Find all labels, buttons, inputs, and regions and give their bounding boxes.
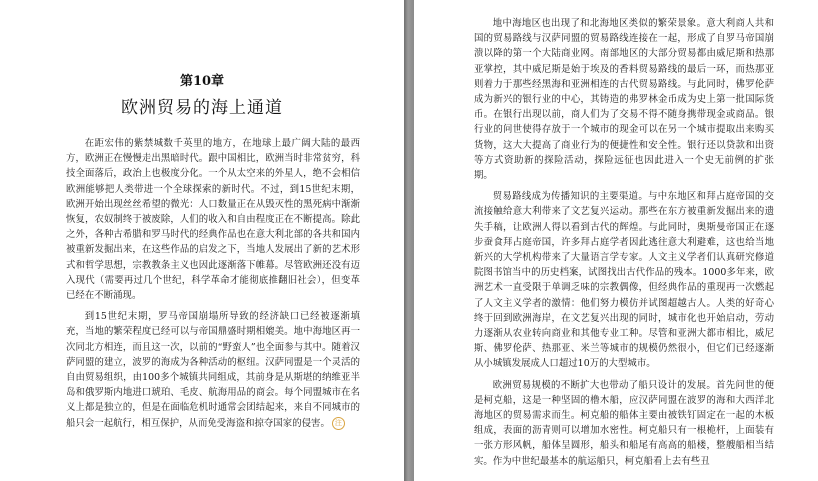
- footnote-marker[interactable]: 注: [332, 417, 345, 430]
- paragraph: 在距宏伟的紫禁城数千英里的地方，在地球上最广阔大陆的最西方，欧洲正在慢慢走出黑暗时代。跟中国相比，欧洲当时非常贫穷，科技全面落后，政治上也极度分化。一个从太空来的外星人，绝不会相信欧洲能够把人类带进一个全球探索的新时代。不过，到15世纪末期，欧洲开始出现丝丝希望的微光：人口数量正在从毁灭性的黑死病中渐渐恢复，农奴制终于被废除，人们的收入和自由程度正在不断提高。除此之外，各种古希腊和罗马时代的经典作品也在意大利北部的各共和国内被重新发掘出来，在这些作品的启发之下，当地人发展出了新的艺术形式和哲学思想，宗教教条主义也因此逐渐落下帷幕。尽管欧洲还没有迈入现代（需要再过几个世纪，科学革命才能彻底推翻旧社会），但变革已经在不断涌现。: [66, 138, 360, 302]
- page-gutter: [404, 0, 414, 481]
- chapter-number: 第10章: [179, 74, 225, 89]
- chapter-title: 欧洲贸易的海上通道: [121, 98, 283, 118]
- paragraph: 地中海地区也出现了和北海地区类似的繁荣景象。意大利商人共和国的贸易路线与汉萨同盟的贸易路线连接在一起，形成了自罗马帝国崩溃以降的第一个大陆商业网。南部地区的大部分贸易都由威尼斯和热那亚掌控，其中威尼斯是始于埃及的香料贸易路线的最后一环，而热那亚则着力于那些经黑海和亚洲相连的古代贸易路线。与此同时，佛罗伦萨成为新兴的银行业的中心，其铸造的弗罗林金币成为史上第一批国际货币。在银行出现以前，商人们为了交易不得不随身携带现金或商品。银行业的问世使得存放于一个城市的现金可以在另一个城市提取出来购买货物，这大大提高了商业行为的便捷性和安全性。银行还以贷款和出资等方式资助新的探险活动，探险远征也因此进入一个史无前例的扩张期。: [474, 18, 774, 182]
- left-page: [0, 0, 404, 481]
- right-page-body: [474, 16, 774, 475]
- paragraph: 贸易路线成为传播知识的主要渠道。与中东地区和拜占庭帝国的交流接触给意大利带来了文艺复兴运动。那些在东方被重新发掘出来的遗失手稿，让欧洲人得以看到古代的辉煌。与此同时，奥斯曼帝国正在逐步蚕食拜占庭帝国，许多拜占庭学者因此逃往意大利避难，这也给当地新兴的大学机构带来了大量语言学专家。人文主义学者们认真研究修道院图书馆当中的历史档案，试图找出古代作品的残本。1000多年来，欧洲艺术一直受限于单调乏味的宗教偶像，但经典作品的重现再一次燃起了人文主义学者的激情：他们努力模仿并试图超越古人。人类的好奇心终于回到欧洲海岸，在文艺复兴出现的同时，城市化也开始启动，劳动力逐渐从农业转向商业和其他专业工种。尽管和亚洲大都市相比，威尼斯、佛罗伦萨、热那亚、米兰等城市的规模仍然很小，但它们已经逐渐从小城镇发展成人口超过10万的大型城市。: [474, 191, 774, 370]
- paragraph: 欧洲贸易规模的不断扩大也带动了船只设计的发展。首先问世的便是柯克船，这是一种坚固的橹木船，应汉萨同盟在波罗的海和大西洋北海地区的贸易需求而生。柯克船的船体主要由被铁钉固定在一起的木板组成，表面的沥青则可以增加水密性。柯克船只有一根桅杆，上面装有一张方形风帆，船体呈圆形，船头和船尾有高高的船楼，整艘船相当结实。作为中世纪最基本的航运船只，柯克船看上去有些丑: [474, 379, 774, 467]
- right-page: [414, 0, 818, 481]
- left-page-body: [66, 136, 360, 437]
- paragraph-text: 到15世纪末期，罗马帝国崩塌所导致的经济缺口已经被逐渐填充，当地的繁荣程度已经可以与帝国鼎盛时期相媲美。地中海地区再一次同北方相连，而且这一次，以前的“野蛮人”也全面参与其中。随着汉萨同盟的建立，波罗的海成为各种活动的枢纽。汉萨同盟是一个灵活的自由贸易组织，由100多个城镇共同组成，其前身是从斯堪的纳维亚半岛和俄罗斯内地进口琥珀、毛皮、航海用品的商会。每个同盟城市在名义上都是独立的，但是在面临危机时通常会团结起来，来自不同城市的船只会一起航行，相互保护，从而免受海盗和掠夺国家的侵害。: [66, 311, 360, 429]
- paragraph: [66, 309, 360, 431]
